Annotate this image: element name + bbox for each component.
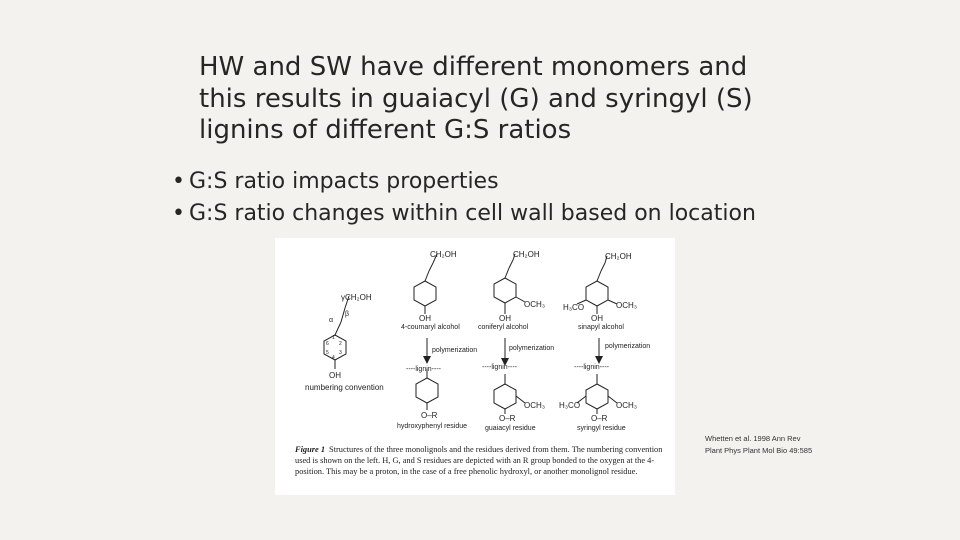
sinapyl-h3co: H₃CO (563, 303, 585, 312)
sinapyl-ch2oh: CH₂OH (605, 252, 632, 261)
ring-number: 4 (332, 355, 335, 361)
ring-number: 3 (339, 350, 342, 356)
coumaryl-oh: OH (419, 314, 431, 323)
citation: Whetten et al. 1998 Ann Rev Plant Phys Plant Mol Bio 49:585 (705, 434, 813, 455)
alpha-label: α (329, 317, 334, 324)
ring (494, 278, 516, 303)
guaiacyl-or: O–R (499, 414, 516, 423)
coumaryl-label: 4-coumaryl alcohol (401, 324, 460, 331)
ring-number: 2 (339, 341, 342, 347)
ring (416, 378, 438, 403)
syringyl-h3co: H₃CO (559, 401, 581, 410)
bullet-item: • G:S ratio changes within cell wall based on location (172, 198, 756, 230)
title-line: HW and SW have different monomers and (199, 52, 748, 82)
ring-number: 6 (326, 341, 329, 347)
sinapyl-oh: OH (591, 314, 603, 323)
hydroxyphenyl-or: O–R (421, 411, 438, 420)
sinapyl-label: sinapyl alcohol (578, 324, 624, 331)
figure-caption (295, 444, 670, 477)
lignin-label: ----lignin---- (406, 366, 441, 373)
slide-title (199, 52, 799, 147)
bullet-list (172, 166, 756, 230)
lignin-label: ----lignin---- (574, 364, 609, 371)
ring (324, 335, 346, 360)
ring-number: 5 (326, 350, 329, 356)
lignin-figure (275, 238, 675, 495)
coniferyl-och3: OCH₃ (524, 300, 546, 309)
beta-label: β (345, 311, 350, 318)
arrow-head (595, 356, 603, 364)
coniferyl-label: coniferyl alcohol (478, 324, 529, 331)
caption-text: Structures of the three monolignols and the residues derived from them. The numbering convention used is shown on the left. H, G, and S residues are depicted with an R group bonded to the oxygen at the 4-position. This may be a proton, in the case of a free phenolic hydroxyl, or another monolignol residue. (295, 445, 663, 476)
numbering-convention-label: numbering convention (305, 383, 384, 392)
figure-label: Figure 1 (295, 445, 326, 454)
polymerization-label: polymerization (605, 343, 651, 350)
arrow-head (423, 356, 431, 364)
ring-number: 1 (332, 335, 335, 341)
numbering-oh: OH (329, 371, 341, 380)
coumaryl-ch2oh: CH₂OH (430, 250, 457, 259)
title-line: lignins of different G:S ratios (199, 115, 572, 145)
hydroxyphenyl-label: hydroxyphenyl residue (397, 423, 468, 430)
polymerization-label: polymerization (432, 347, 478, 354)
guaiacyl-label: guaiacyl residue (485, 425, 536, 432)
numbering-ch2oh: γCH₂OH (341, 293, 372, 302)
ring (494, 384, 516, 409)
syringyl-och3: OCH₃ (616, 401, 638, 410)
sinapyl-och3: OCH₃ (616, 301, 638, 310)
ring (586, 281, 608, 306)
syringyl-label: syringyl residue (577, 425, 626, 432)
lignin-label: ----lignin---- (482, 364, 517, 371)
guaiacyl-och3: OCH₃ (524, 401, 546, 410)
ring (586, 384, 608, 409)
ring (414, 281, 436, 306)
title-line: this results in guaiacyl (G) and syringyl (S) (199, 83, 753, 114)
coniferyl-ch2oh: CH₂OH (513, 250, 540, 259)
bullet-item: • G:S ratio impacts properties (172, 166, 756, 198)
coniferyl-oh: OH (499, 314, 511, 323)
polymerization-label: polymerization (509, 345, 555, 352)
syringyl-or: O–R (591, 414, 608, 423)
